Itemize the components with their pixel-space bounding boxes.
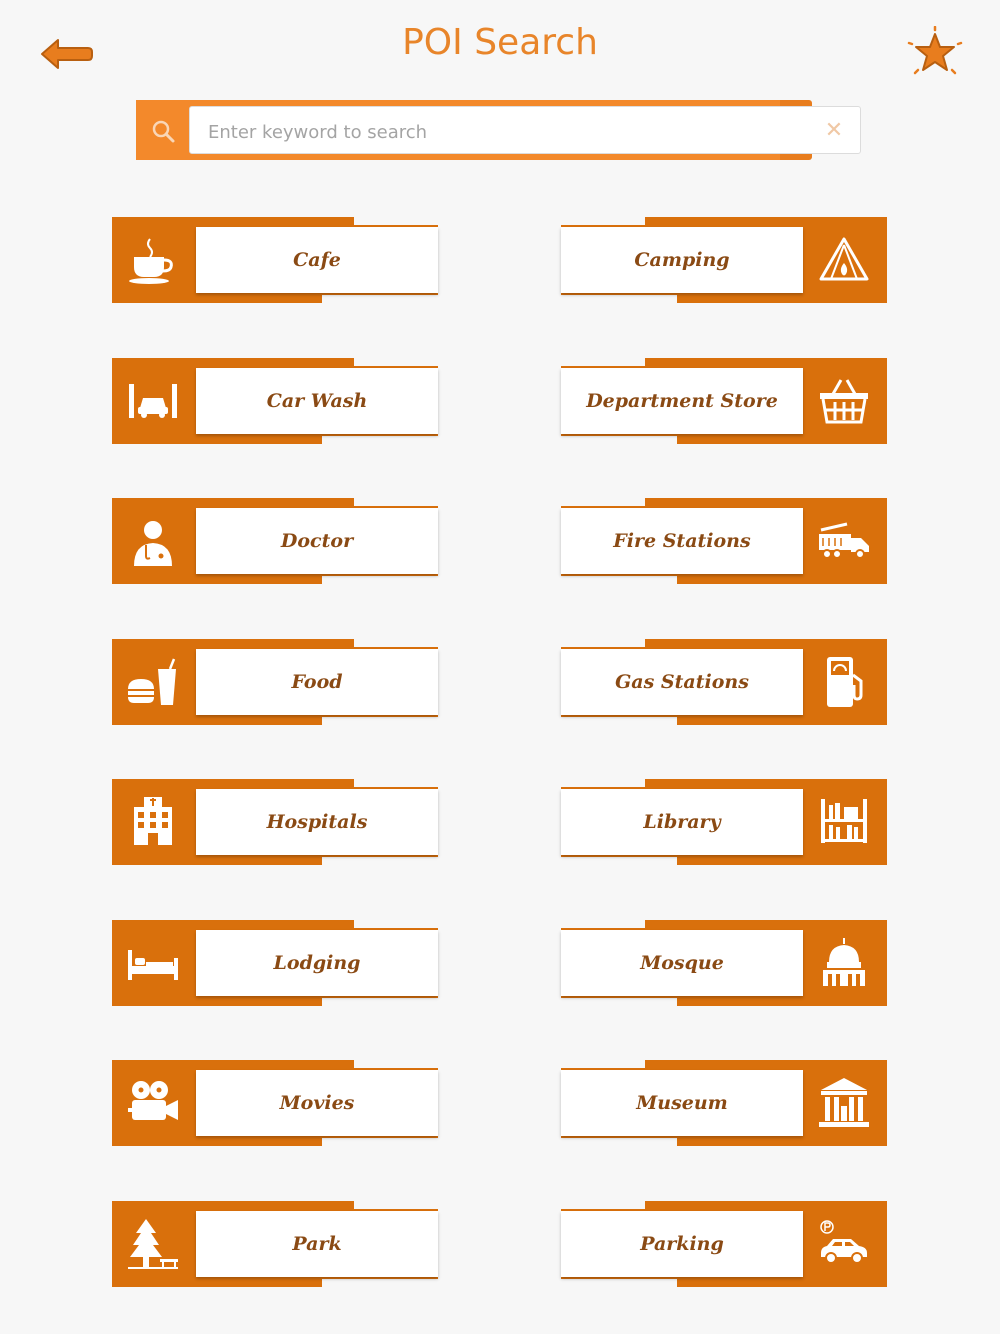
hospital-icon	[126, 795, 180, 849]
poi-category-card	[196, 508, 438, 574]
poi-category-label: Parking	[640, 1233, 724, 1255]
poi-category-card	[561, 368, 803, 434]
poi-category-park[interactable]	[112, 1201, 438, 1287]
poi-category-hospitals[interactable]	[112, 779, 438, 865]
doctor-icon	[126, 514, 180, 568]
poi-category-label: Museum	[636, 1092, 728, 1114]
poi-category-label: Gas Stations	[615, 671, 749, 693]
poi-category-label: Movies	[279, 1092, 355, 1114]
close-icon[interactable]: ✕	[824, 118, 844, 143]
car-wash-icon	[126, 374, 180, 428]
poi-category-department-store[interactable]	[561, 358, 887, 444]
favorites-button[interactable]	[906, 26, 964, 78]
burger-drink-icon	[126, 655, 180, 709]
poi-category-parking[interactable]	[561, 1201, 887, 1287]
poi-category-label: Lodging	[273, 952, 361, 974]
poi-category-card	[561, 649, 803, 715]
poi-category-museum[interactable]	[561, 1060, 887, 1146]
bed-icon	[126, 936, 180, 990]
coffee-cup-icon	[126, 233, 180, 287]
poi-category-card	[196, 789, 438, 855]
parked-car-icon	[817, 1217, 871, 1271]
poi-category-library[interactable]	[561, 779, 887, 865]
poi-category-doctor[interactable]	[112, 498, 438, 584]
gas-pump-icon	[817, 655, 871, 709]
poi-category-label: Park	[292, 1233, 342, 1255]
poi-category-car-wash[interactable]	[112, 358, 438, 444]
poi-category-label: Library	[643, 811, 721, 833]
poi-category-cafe[interactable]	[112, 217, 438, 303]
poi-category-label: Cafe	[293, 249, 341, 271]
poi-category-card	[196, 227, 438, 293]
poi-category-label: Hospitals	[266, 811, 368, 833]
poi-category-card	[196, 649, 438, 715]
star-icon	[906, 26, 964, 78]
tree-icon	[126, 1217, 180, 1271]
poi-category-food[interactable]	[112, 639, 438, 725]
poi-category-label: Car Wash	[266, 390, 368, 412]
search-input[interactable]	[206, 117, 810, 147]
poi-category-card	[196, 1070, 438, 1136]
shopping-basket-icon	[817, 374, 871, 428]
page-title: POI Search	[402, 22, 598, 63]
poi-category-card	[196, 1211, 438, 1277]
poi-category-label: Food	[291, 671, 343, 693]
poi-category-camping[interactable]	[561, 217, 887, 303]
museum-icon	[817, 1076, 871, 1130]
poi-category-lodging[interactable]	[112, 920, 438, 1006]
fire-truck-icon	[817, 514, 871, 568]
search-field	[189, 106, 861, 154]
poi-category-label: Mosque	[640, 952, 724, 974]
poi-category-fire-stations[interactable]	[561, 498, 887, 584]
poi-category-card	[196, 368, 438, 434]
bookshelf-icon	[817, 795, 871, 849]
search-bar	[136, 100, 864, 160]
film-projector-icon	[126, 1076, 180, 1130]
poi-category-movies[interactable]	[112, 1060, 438, 1146]
tent-icon	[817, 233, 871, 287]
poi-category-label: Camping	[634, 249, 730, 271]
poi-category-card	[561, 930, 803, 996]
poi-category-card	[561, 1070, 803, 1136]
poi-category-card	[561, 227, 803, 293]
poi-category-label: Doctor	[280, 530, 354, 552]
poi-category-card	[561, 1211, 803, 1277]
poi-category-mosque[interactable]	[561, 920, 887, 1006]
poi-category-label: Department Store	[586, 390, 778, 412]
search-icon	[144, 114, 184, 148]
poi-category-card	[196, 930, 438, 996]
poi-category-card	[561, 508, 803, 574]
mosque-icon	[817, 936, 871, 990]
poi-category-label: Fire Stations	[613, 530, 751, 552]
poi-category-card	[561, 789, 803, 855]
poi-category-gas-stations[interactable]	[561, 639, 887, 725]
